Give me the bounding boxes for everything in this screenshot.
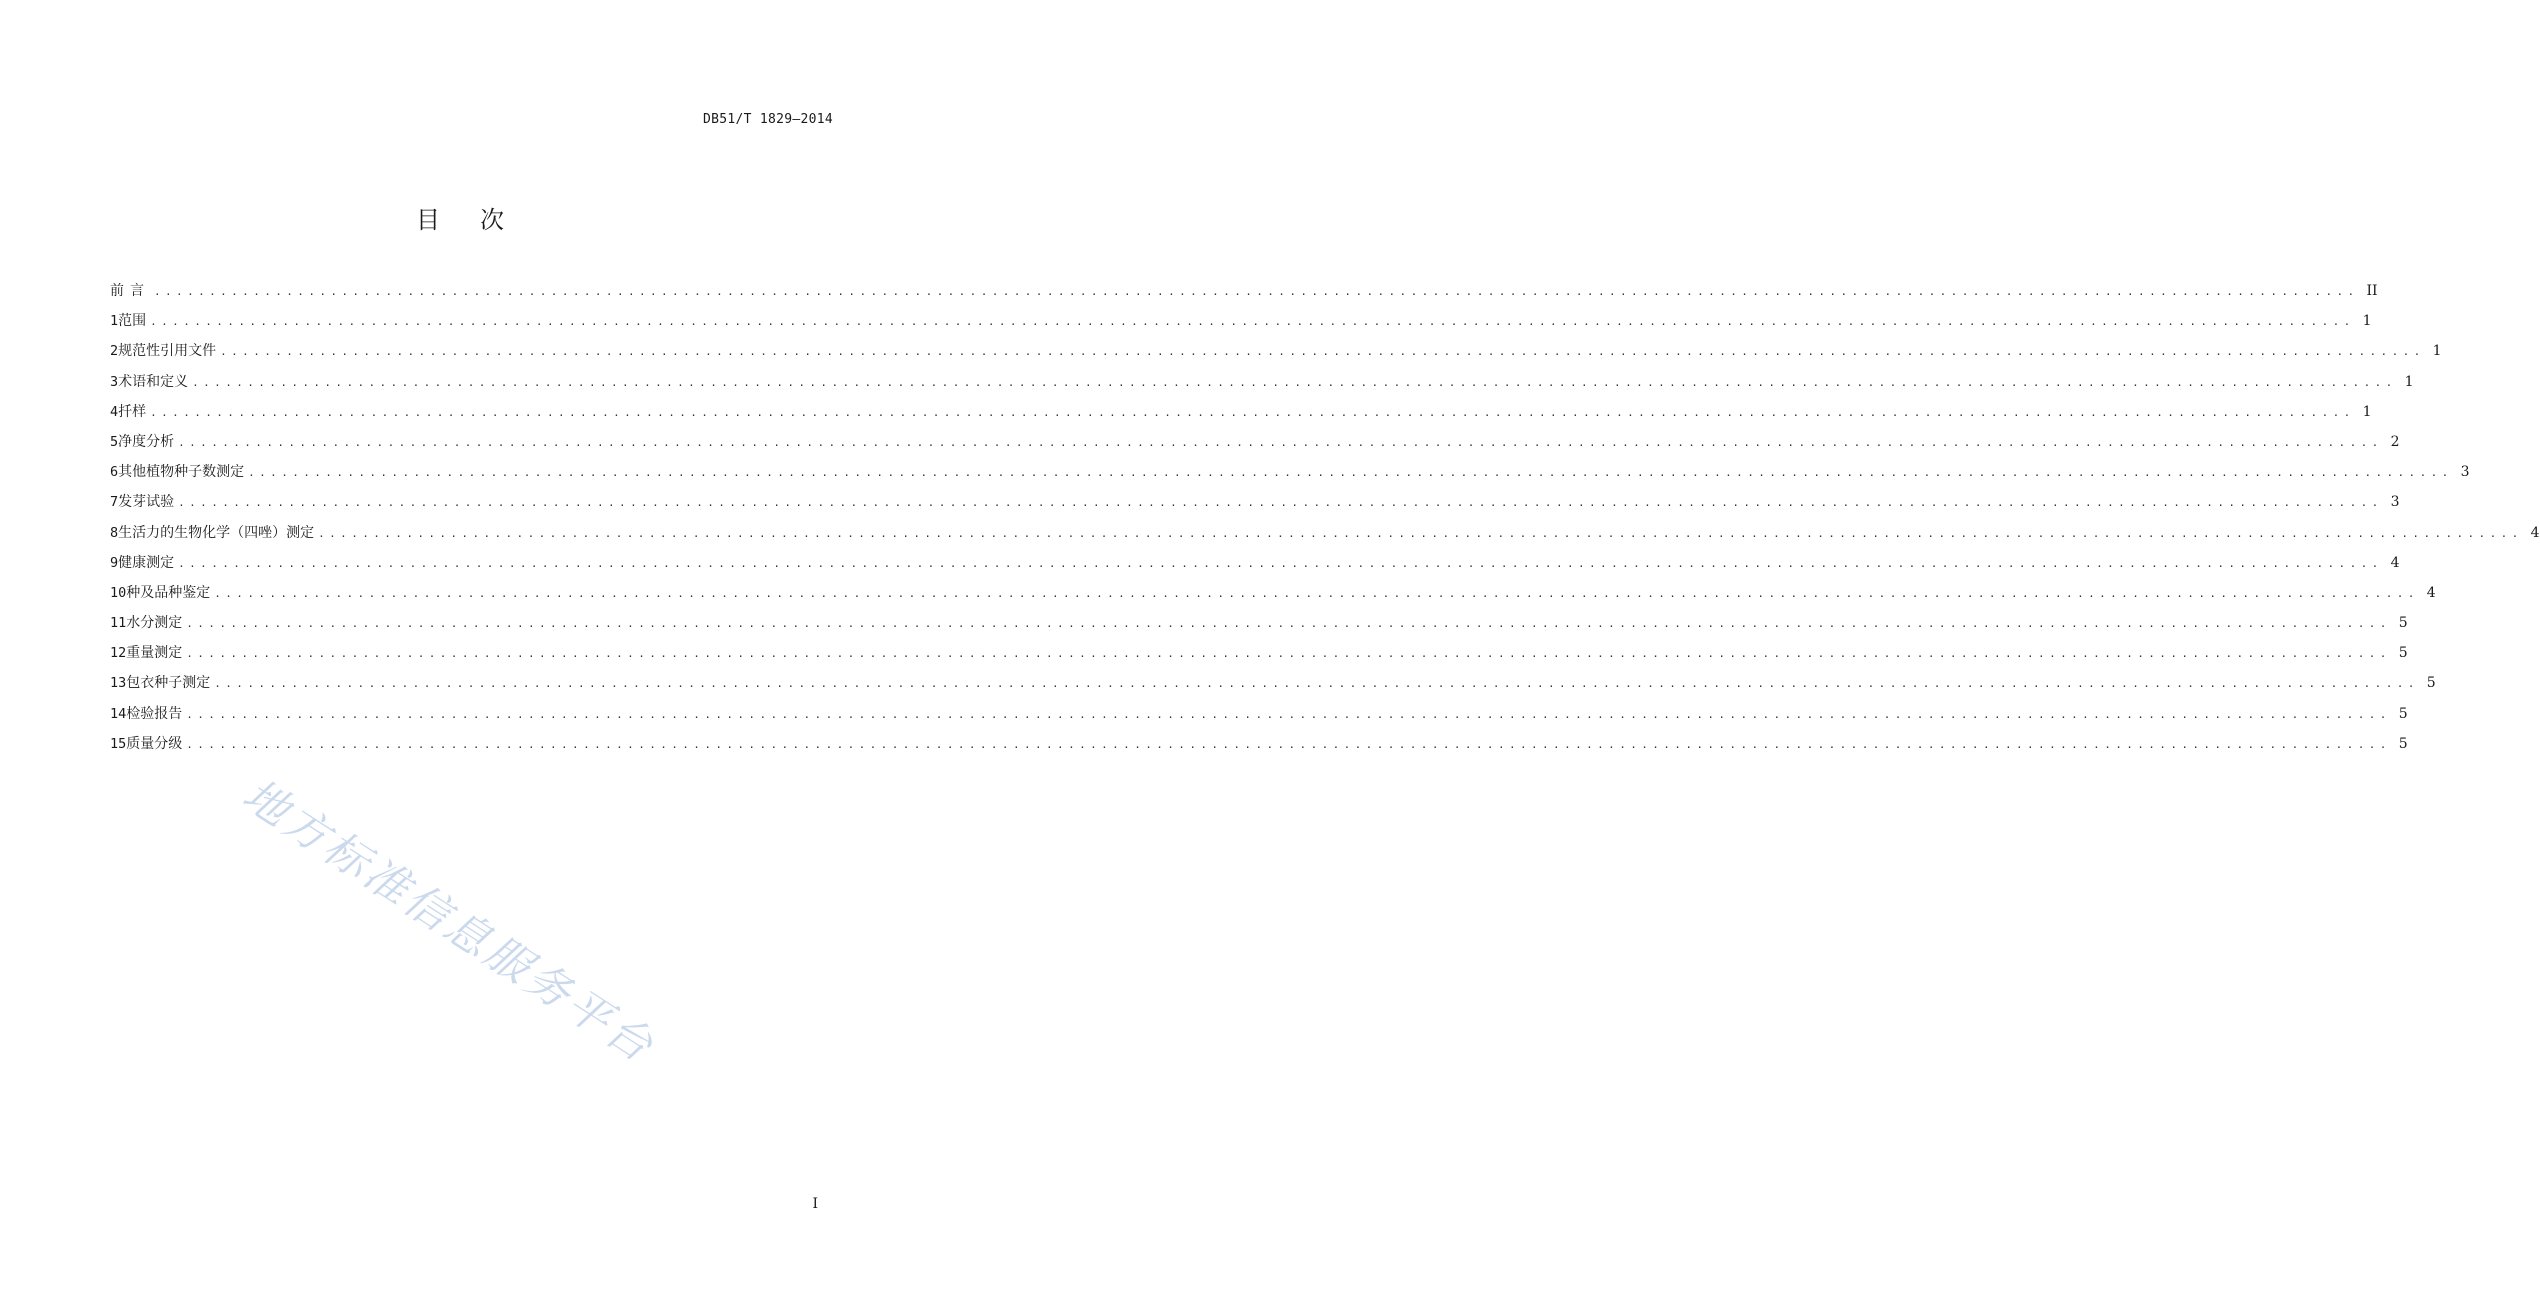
toc-entry-page: 3 <box>2390 494 2400 511</box>
toc-entry-label: 规范性引用文件 <box>118 343 217 360</box>
toc-entry-page: 1 <box>2432 343 2442 360</box>
toc-entry-13[interactable] <box>110 668 2436 698</box>
toc-entry-15[interactable] <box>110 729 2408 759</box>
toc-entry-page: 5 <box>2398 645 2408 662</box>
toc-entry-page: 1 <box>2362 313 2372 330</box>
toc-entry-number: 4 <box>110 403 119 420</box>
toc-entry-number: 13 <box>110 675 127 692</box>
toc-entry-3[interactable] <box>110 367 2414 397</box>
toc-entry-number: 15 <box>110 735 127 752</box>
toc-entry-page: 5 <box>2426 675 2436 692</box>
toc-leader-dots: ........................................................................................................................................................................................................ <box>154 285 2359 298</box>
toc-entry-label: 生活力的生物化学（四唑）测定 <box>118 524 315 541</box>
toc-entry-label: 健康测定 <box>118 554 175 571</box>
toc-entry-label: 扦样 <box>118 403 147 420</box>
toc-entry-number: 9 <box>110 554 119 571</box>
toc-leader-dots: ........................................................................................................................................................................................................ <box>186 647 2391 661</box>
document-code: DB51/T 1829—2014 <box>702 112 833 127</box>
toc-entry-4[interactable] <box>110 397 2372 427</box>
toc-entry-number: 7 <box>110 494 119 511</box>
toc-leader-dots: ........................................................................................................................................................................................................ <box>220 345 2425 359</box>
toc-entry-label: 术语和定义 <box>118 373 189 390</box>
toc-leader-dots: ........................................................................................................................................................................................................ <box>178 496 2383 510</box>
toc-entry-page: 1 <box>2404 373 2414 390</box>
toc-entry-number: 14 <box>110 705 127 722</box>
toc-entry-5[interactable] <box>110 427 2400 457</box>
toc-entry-label: 前言 <box>110 283 150 299</box>
toc-leader-dots: ........................................................................................................................................................................................................ <box>186 737 2391 751</box>
page-number: I <box>812 1196 818 1212</box>
toc-entry-page: 5 <box>2398 705 2408 722</box>
toc-entry-number: 12 <box>110 645 127 662</box>
toc-entry-8[interactable] <box>110 518 2540 548</box>
toc-entry-2[interactable] <box>110 336 2442 366</box>
toc-entry-11[interactable] <box>110 608 2408 638</box>
toc-entry-9[interactable] <box>110 548 2400 578</box>
toc-entry-label: 水分测定 <box>126 615 183 632</box>
toc-entry-label: 净度分析 <box>118 433 175 450</box>
toc-leader-dots: ........................................................................................................................................................................................................ <box>186 617 2391 631</box>
toc-entry-page: 5 <box>2398 615 2408 632</box>
toc-entry-label: 检验报告 <box>126 705 183 722</box>
toc-entry-page: II <box>2366 283 2378 299</box>
toc-leader-dots: ........................................................................................................................................................................................................ <box>186 707 2391 721</box>
toc-entry-number: 5 <box>110 433 119 450</box>
toc-leader-dots: ........................................................................................................................................................................................................ <box>318 526 2523 540</box>
toc-entry-page: 4 <box>2530 524 2540 541</box>
toc-entry-number: 3 <box>110 373 119 390</box>
toc-entry-label: 重量测定 <box>126 645 183 662</box>
toc-entry-label: 范围 <box>118 313 147 330</box>
toc-entry-page: 3 <box>2460 464 2470 481</box>
toc-entry-number: 8 <box>110 524 119 541</box>
toc-entry-number: 10 <box>110 584 127 601</box>
toc-leader-dots: ........................................................................................................................................................................................................ <box>214 677 2419 691</box>
toc-entry-label: 包衣种子测定 <box>126 675 211 692</box>
toc-entry-1[interactable] <box>110 306 2372 336</box>
toc-leader-dots: ........................................................................................................................................................................................................ <box>214 586 2419 600</box>
toc-entry-page: 4 <box>2426 584 2436 601</box>
toc-leader-dots: ........................................................................................................................................................................................................ <box>248 466 2453 480</box>
toc-leader-dots: ........................................................................................................................................................................................................ <box>178 556 2383 570</box>
toc-entry-number: 11 <box>110 615 127 632</box>
toc-entry-10[interactable] <box>110 578 2436 608</box>
toc-entry-6[interactable] <box>110 457 2470 487</box>
toc-entry-label: 其他植物种子数测定 <box>118 464 245 481</box>
toc-entry-label: 种及品种鉴定 <box>126 584 211 601</box>
toc-leader-dots: ........................................................................................................................................................................................................ <box>178 435 2383 449</box>
toc-entry-label: 质量分级 <box>126 735 183 752</box>
toc-title-part1: 目 <box>416 206 440 234</box>
toc-entry-page: 2 <box>2390 433 2400 450</box>
watermark: 地方标准信息服务平台 <box>233 769 664 1074</box>
toc-list <box>110 276 2540 759</box>
toc-entry-number: 1 <box>110 313 119 330</box>
toc-title-part2: 次 <box>480 206 504 234</box>
toc-leader-dots: ........................................................................................................................................................................................................ <box>150 405 2355 419</box>
toc-entry-page: 5 <box>2398 735 2408 752</box>
toc-entry-label: 发芽试验 <box>118 494 175 511</box>
toc-leader-dots: ........................................................................................................................................................................................................ <box>192 375 2397 389</box>
toc-entry-page: 1 <box>2362 403 2372 420</box>
toc-entry-number: 2 <box>110 343 119 360</box>
toc-leader-dots: ........................................................................................................................................................................................................ <box>150 315 2355 329</box>
toc-entry-foreword[interactable] <box>110 276 2378 306</box>
toc-entry-number: 6 <box>110 464 119 481</box>
toc-entry-14[interactable] <box>110 699 2408 729</box>
toc-entry-7[interactable] <box>110 487 2400 517</box>
toc-entry-page: 4 <box>2390 554 2400 571</box>
toc-title <box>0 200 920 235</box>
toc-entry-12[interactable] <box>110 638 2408 668</box>
